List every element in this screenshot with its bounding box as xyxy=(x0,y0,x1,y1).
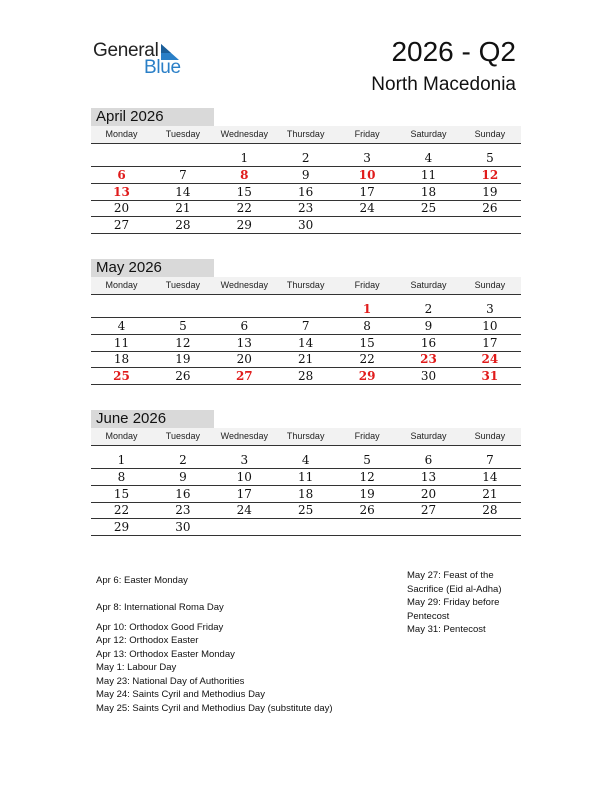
weekday-label: Wednesday xyxy=(220,129,268,139)
day-cell: 30 xyxy=(175,520,191,535)
day-cell: 12 xyxy=(481,167,499,182)
weekday-label: Wednesday xyxy=(220,280,268,290)
day-cell: 5 xyxy=(179,318,187,333)
day-cell: 14 xyxy=(175,184,191,199)
weekday-header xyxy=(91,428,521,446)
day-cell: 25 xyxy=(113,369,130,384)
country-name: North Macedonia xyxy=(371,74,516,95)
day-cell: 17 xyxy=(359,184,375,199)
day-cell: 15 xyxy=(236,184,252,199)
day-cell: 24 xyxy=(481,352,499,367)
day-cell: 9 xyxy=(424,318,433,333)
logo-text-general: General xyxy=(93,40,159,61)
weekday-label: Sunday xyxy=(474,431,506,441)
weekday-label: Monday xyxy=(105,431,138,441)
day-cell: 23 xyxy=(420,352,437,367)
week-row xyxy=(91,519,521,536)
logo xyxy=(93,40,193,80)
day-cell: 6 xyxy=(240,318,249,333)
holiday-note: Apr 8: International Roma Day xyxy=(96,602,224,613)
weekday-label: Saturday xyxy=(410,280,447,290)
weekday-label: Wednesday xyxy=(220,431,268,441)
day-cell: 8 xyxy=(240,167,249,182)
day-cell: 30 xyxy=(420,369,437,384)
day-cell: 5 xyxy=(486,151,494,165)
day-cell: 19 xyxy=(175,352,191,367)
holiday-note: May 1: Labour Day xyxy=(96,662,177,673)
day-cell: 18 xyxy=(298,486,314,501)
day-cell: 18 xyxy=(420,184,437,199)
day-cell: 12 xyxy=(359,469,375,484)
weekday-label: Monday xyxy=(105,129,138,139)
day-cell: 27 xyxy=(420,503,437,518)
weekday-label: Friday xyxy=(354,431,380,441)
day-cell: 22 xyxy=(113,503,130,518)
day-cell: 6 xyxy=(117,167,126,182)
weekday-header xyxy=(91,126,521,144)
weekday-header xyxy=(91,277,521,295)
week-row xyxy=(91,486,521,503)
day-cell: 12 xyxy=(175,335,191,350)
day-cell: 7 xyxy=(179,167,187,182)
month-calendar xyxy=(91,108,521,238)
day-cell: 20 xyxy=(236,352,252,367)
week-row xyxy=(91,301,521,318)
day-cell: 8 xyxy=(363,318,371,333)
weekday-label: Thursday xyxy=(286,431,325,441)
holiday-note: May 24: Saints Cyril and Methodius Day xyxy=(96,689,265,700)
week-row xyxy=(91,335,521,352)
day-cell: 15 xyxy=(359,335,375,350)
weekday-label: Monday xyxy=(105,280,138,290)
day-cell: 31 xyxy=(481,369,499,384)
day-cell: 16 xyxy=(298,184,314,199)
weekday-label: Tuesday xyxy=(165,129,200,139)
week-row xyxy=(91,150,521,167)
week-row xyxy=(91,167,521,184)
holiday-note: Apr 12: Orthodox Easter xyxy=(96,635,199,646)
day-cell: 13 xyxy=(113,184,130,199)
weekday-label: Sunday xyxy=(474,129,506,139)
holiday-note: May 25: Saints Cyril and Methodius Day (substitute day) xyxy=(96,702,333,714)
day-cell: 13 xyxy=(236,335,252,350)
week-row xyxy=(91,351,521,368)
day-cell: 24 xyxy=(236,503,252,518)
holiday-note: Apr 13: Orthodox Easter Monday xyxy=(96,648,235,660)
holiday-note: Apr 10: Orthodox Good Friday xyxy=(96,621,224,633)
weekday-label: Sunday xyxy=(474,280,506,290)
day-cell: 5 xyxy=(363,453,371,467)
day-cell: 10 xyxy=(236,469,252,484)
day-cell: 27 xyxy=(235,369,253,384)
day-cell: 19 xyxy=(359,486,375,501)
day-cell: 24 xyxy=(359,201,375,216)
holiday-note: May 23: National Day of Authorities xyxy=(96,675,245,687)
day-cell: 23 xyxy=(298,201,314,216)
day-cell: 26 xyxy=(359,503,375,518)
day-cell: 21 xyxy=(482,486,498,501)
weekday-label: Thursday xyxy=(286,280,325,290)
day-cell: 9 xyxy=(301,167,310,182)
week-row xyxy=(91,469,521,486)
day-cell: 7 xyxy=(486,453,494,467)
holiday-notes-right xyxy=(407,569,519,637)
day-cell: 16 xyxy=(420,335,437,350)
month-title: April 2026 xyxy=(91,108,214,126)
day-cell: 8 xyxy=(117,469,126,484)
day-cell: 26 xyxy=(175,369,191,384)
day-cell: 11 xyxy=(298,469,314,484)
day-cell: 25 xyxy=(420,201,437,216)
day-cell: 28 xyxy=(482,503,498,518)
weekday-label: Tuesday xyxy=(165,280,200,290)
day-cell: 2 xyxy=(301,151,310,165)
week-row xyxy=(91,452,521,469)
month-calendar xyxy=(91,259,521,389)
day-cell: 7 xyxy=(301,318,310,333)
weekday-label: Tuesday xyxy=(165,431,200,441)
weekday-label: Saturday xyxy=(410,431,447,441)
day-cell: 11 xyxy=(113,335,130,350)
day-cell: 4 xyxy=(301,453,310,467)
day-cell: 1 xyxy=(362,302,372,316)
holiday-note: May 27: Feast of the Sacrifice (Eid al-Adha) xyxy=(407,570,502,595)
week-row xyxy=(91,502,521,519)
day-cell: 21 xyxy=(175,201,191,216)
day-cell: 13 xyxy=(420,469,437,484)
weekday-label: Thursday xyxy=(286,129,325,139)
day-cell: 1 xyxy=(117,453,126,467)
day-cell: 6 xyxy=(424,453,433,467)
month-calendar xyxy=(91,410,521,540)
weekday-label: Saturday xyxy=(410,129,447,139)
page-title: 2026 - Q2 xyxy=(391,36,516,67)
day-cell: 2 xyxy=(179,453,187,467)
day-cell: 29 xyxy=(236,218,252,233)
day-cell: 19 xyxy=(482,184,498,199)
day-cell: 21 xyxy=(298,352,314,367)
week-row xyxy=(91,368,521,385)
logo-text-blue: Blue xyxy=(144,57,181,78)
holiday-note: May 29: Friday before Pentecost xyxy=(407,597,500,622)
day-cell: 30 xyxy=(298,218,314,233)
day-cell: 14 xyxy=(298,335,314,350)
day-cell: 17 xyxy=(482,335,498,350)
day-cell: 14 xyxy=(482,469,498,484)
week-row xyxy=(91,200,521,217)
day-cell: 22 xyxy=(236,201,252,216)
day-cell: 26 xyxy=(482,201,498,216)
day-cell: 28 xyxy=(175,218,191,233)
day-cell: 18 xyxy=(113,352,130,367)
day-cell: 29 xyxy=(113,520,130,535)
week-row xyxy=(91,217,521,234)
month-title: May 2026 xyxy=(91,259,214,277)
day-cell: 3 xyxy=(486,302,494,316)
month-title: June 2026 xyxy=(91,410,214,428)
day-cell: 15 xyxy=(113,486,130,501)
day-cell: 29 xyxy=(358,369,376,384)
day-cell: 3 xyxy=(240,453,249,467)
day-cell: 20 xyxy=(420,486,437,501)
weekday-label: Friday xyxy=(354,280,380,290)
day-cell: 25 xyxy=(298,503,314,518)
holiday-note: Apr 6: Easter Monday xyxy=(96,575,188,586)
day-cell: 17 xyxy=(236,486,252,501)
day-cell: 4 xyxy=(117,318,126,333)
day-cell: 9 xyxy=(179,469,187,484)
day-cell: 1 xyxy=(240,151,249,165)
holiday-notes-left xyxy=(96,574,396,715)
day-cell: 10 xyxy=(482,318,498,333)
day-cell: 22 xyxy=(359,352,375,367)
day-cell: 23 xyxy=(175,503,191,518)
day-cell: 3 xyxy=(363,151,371,165)
day-cell: 27 xyxy=(113,218,130,233)
day-cell: 4 xyxy=(424,151,433,165)
holiday-note: May 31: Pentecost xyxy=(407,624,486,635)
week-row xyxy=(91,318,521,335)
day-cell: 11 xyxy=(420,167,437,182)
weekday-label: Friday xyxy=(354,129,380,139)
day-cell: 2 xyxy=(424,302,433,316)
week-row xyxy=(91,184,521,201)
day-cell: 28 xyxy=(298,369,314,384)
day-cell: 20 xyxy=(113,201,130,216)
day-cell: 10 xyxy=(358,167,376,182)
day-cell: 16 xyxy=(175,486,191,501)
